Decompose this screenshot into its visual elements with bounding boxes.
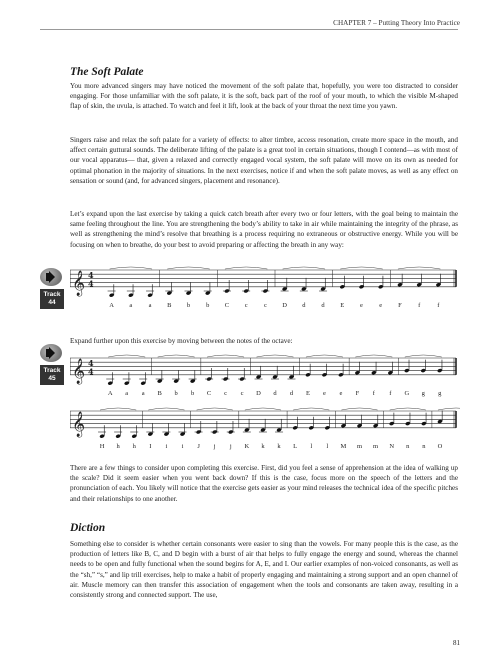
paragraph-soft-palate-4: Expand further upon this exercise by moving between the notes of the octave: — [70, 337, 293, 345]
lyric-syllable: b — [190, 389, 195, 397]
lyric-syllable: b — [206, 301, 210, 309]
lyric-syllable: g — [421, 389, 425, 397]
phrase-slur — [207, 355, 244, 357]
lyric-syllable: I — [149, 442, 152, 450]
lyric-syllable: n — [422, 442, 426, 450]
lyric-syllable: k — [277, 442, 281, 450]
lyric-syllable: C — [224, 301, 230, 309]
lyric-syllable: i — [165, 442, 168, 450]
lyric-syllable: E — [305, 389, 310, 397]
phrase-slur — [283, 267, 325, 269]
phrase-slur — [225, 267, 267, 269]
paragraph-diction-1: Something else to consider is whether certain consonants were easier to sing than the vowels. For many people this is the case, as the production of letters like B, C, and D begin with a burst of air that helps to fully engage the energy and sound, whereas the channel needs to be open and fully functional when the sound begins for A, E, and I. Our earlier examples of non-voiced consonants, as well as the “sh,” “s,” and lip trill exercises, help to make a habit of properly engaging and maintaining a strong support and an open channel of air. Muscle memory can then transfer this association of engagement when the tools and consonants are taken away, resulting in a consistently strong and connected support. The use, — [70, 540, 458, 600]
lyric-syllable: h — [116, 442, 120, 450]
phrase-slur — [167, 267, 209, 269]
lyric-syllable: M — [340, 442, 347, 450]
lyric-syllable: f — [418, 301, 421, 309]
paragraph-soft-palate-3: Let’s expand upon the last exercise by taking a quick catch breath after every two or four letters, with the goal being to maintain the same feeling throughout the line. You are strengthening the body’s ability to take in air while maintaining the integrity of the phrase, as well as strengthening the mind’s resolve that breathing is a process requiring no extraneous or obstructive energy. While you will be focusing on when to breathe, do your best to avoid preparing or affecting the breath in any way: — [70, 210, 458, 249]
track-number-text: 45 — [48, 375, 56, 382]
lyric-syllable: A — [109, 301, 114, 309]
paragraph-soft-palate-2: Singers raise and relax the soft palate for a variety of effects: to alter timbre, access resonation, create more space in the mouth, and affect certain guttural sounds. The deliberate lifting of the palate is a great tool in certain situations, though I contend—as with most of our vocal apparatus— that, given a relaxed and correctly engaged vocal system, the soft palate will move on its own as needed for optimal phonation in the majority of situations. In the next exercises, notice if and when the soft palate moves, as well as any effect on sensation or sound (and, for advanced singers, placement and resonance). — [70, 136, 458, 185]
lyric-syllable: h — [132, 442, 136, 450]
track-number-text: 44 — [48, 299, 56, 306]
lyric-syllable: a — [148, 301, 152, 309]
track-45-label — [40, 365, 64, 385]
phrase-slur — [438, 408, 460, 410]
page-number: 81 — [453, 639, 460, 647]
lyric-syllable: B — [167, 301, 172, 309]
lyric-syllable: f — [372, 389, 375, 397]
music-staff-2 — [70, 352, 460, 410]
music-staff-1 — [70, 264, 460, 322]
phrase-slur — [306, 355, 343, 357]
lyric-syllable: e — [339, 389, 343, 397]
lyric-syllable: b — [174, 389, 178, 397]
paragraph-soft-palate-5: There are a few things to consider upon completing this exercise. First, did you feel a sense of apprehension at the idea of walking up the scale? Did it seem easier when you went back down? If this is the case, focus more on the speech of the letters and the pronunciation of each. You likely will notice that the exercise gets easier as your mind releases the technical idea of the specific pitches and their relationships to one another. — [70, 464, 458, 503]
lyric-syllable: F — [398, 301, 402, 309]
lyric-syllable: e — [360, 301, 363, 309]
music-staff-3 — [70, 405, 460, 463]
lyric-syllable: d — [273, 389, 277, 397]
phrase-slur — [197, 408, 233, 410]
time-signature-bottom: 4 — [88, 278, 94, 289]
lyric-syllable: d — [302, 301, 306, 309]
lyric-syllable: l — [310, 442, 313, 450]
lyric-syllable: g — [438, 389, 442, 397]
lyric-syllable: L — [293, 442, 298, 450]
track-45-badge[interactable] — [40, 344, 64, 385]
lyric-syllable: c — [240, 389, 244, 397]
lyric-syllable: O — [437, 442, 443, 450]
lyric-syllable: D — [282, 301, 287, 309]
lyric-syllable: G — [404, 389, 410, 397]
lyric-syllable: H — [99, 442, 105, 450]
lyric-syllable: c — [244, 301, 248, 309]
lyric-syllable: a — [141, 389, 145, 397]
speaker-icon — [40, 268, 62, 286]
lyric-syllable: e — [379, 301, 383, 309]
treble-clef-icon: 𝄞 — [72, 358, 86, 384]
phrase-slur — [108, 355, 145, 357]
phrase-slur — [405, 355, 442, 357]
header-rule — [40, 29, 458, 30]
lyric-syllable: D — [256, 389, 261, 397]
phrase-slur — [100, 408, 136, 410]
lyric-syllable: l — [326, 442, 329, 450]
phrase-slur — [257, 355, 294, 357]
phrase-slur — [341, 408, 377, 410]
lyric-syllable: B — [157, 389, 162, 397]
lyric-syllable: d — [321, 301, 325, 309]
time-signature-bottom: 4 — [88, 366, 94, 377]
phrase-slur — [110, 267, 152, 269]
lyric-syllable: f — [389, 389, 392, 397]
lyric-syllable: e — [322, 389, 326, 397]
track-label-text: Track — [43, 291, 61, 298]
lyric-syllable: a — [125, 389, 129, 397]
lyric-syllable: d — [289, 389, 294, 397]
section-heading-soft-palate: The Soft Palate — [70, 66, 144, 78]
treble-clef-icon: 𝄞 — [72, 270, 86, 296]
treble-clef-icon: 𝄞 — [72, 411, 86, 437]
phrase-slur — [293, 408, 329, 410]
lyric-syllable: m — [356, 442, 363, 450]
lyric-syllable: a — [129, 301, 133, 309]
phrase-slur — [158, 355, 195, 357]
lyric-syllable: K — [244, 442, 250, 450]
phrase-slur — [340, 267, 382, 269]
phrase-slur — [398, 267, 440, 269]
lyric-syllable: k — [261, 442, 265, 450]
section-heading-diction: Diction — [70, 522, 106, 534]
lyric-syllable: m — [373, 442, 379, 450]
track-label-text: Track — [43, 367, 61, 374]
lyric-syllable: j — [213, 442, 216, 450]
lyric-syllable: C — [206, 389, 212, 397]
lyric-syllable: i — [181, 442, 184, 450]
time-signature-top: 4 — [88, 357, 94, 368]
lyric-syllable: N — [389, 442, 395, 450]
lyric-syllable: n — [406, 442, 410, 450]
time-signature-top: 4 — [88, 269, 94, 280]
running-head: CHAPTER 7 – Putting Theory Into Practice — [333, 19, 460, 27]
lyric-syllable: c — [224, 389, 228, 397]
lyric-syllable: f — [437, 301, 440, 309]
paragraph-soft-palate-1: You more advanced singers may have noticed the movement of the soft palate that, hopefully, you were too distracted to consider engaging. For those unfamiliar with the soft palate, it is the soft, back part of the roof of your mouth, to which the visible M-shaped flap of skin, the uvula, is attached. To watch and feel it lift, look at the back of your throat the next time you yawn. — [70, 82, 458, 111]
track-44-badge[interactable] — [40, 268, 64, 309]
speaker-icon — [40, 344, 62, 362]
lyric-syllable: F — [355, 389, 360, 397]
lyric-syllable: A — [107, 389, 113, 397]
phrase-slur — [390, 408, 426, 410]
phrase-slur — [245, 408, 281, 410]
phrase-slur — [355, 355, 392, 357]
lyric-syllable: J — [197, 442, 200, 450]
phrase-slur — [148, 408, 184, 410]
lyric-syllable: j — [229, 442, 232, 450]
lyric-syllable: c — [263, 301, 267, 309]
lyric-syllable: b — [186, 301, 191, 309]
lyric-syllable: E — [340, 301, 345, 309]
track-44-label — [40, 289, 64, 309]
